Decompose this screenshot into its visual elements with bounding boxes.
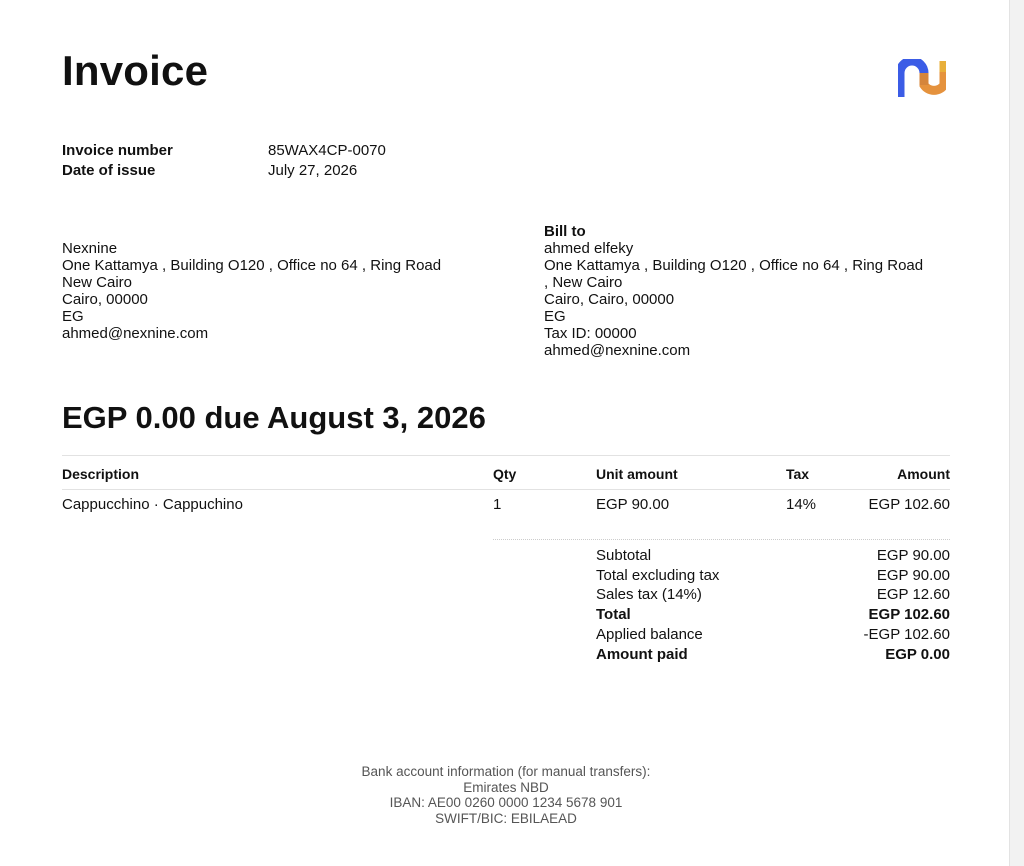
invoice-number-row	[62, 141, 386, 161]
bank-swift: SWIFT/BIC: EBILAEAD	[435, 810, 577, 826]
seller-name: Nexnine	[62, 240, 118, 257]
col-header-qty: Qty	[493, 466, 517, 482]
applied-balance-label: Applied balance	[596, 625, 703, 643]
invoice-title: Invoice	[62, 47, 209, 94]
subtotal-label: Subtotal	[596, 547, 652, 564]
amount-due-heading: EGP 0.00 due August 3, 2026	[62, 400, 486, 435]
invoice-page	[62, 0, 950, 866]
col-header-tax: Tax	[786, 466, 810, 482]
total-excl-tax-label: Total excluding tax	[596, 566, 720, 584]
total-excl-tax-row	[596, 566, 950, 586]
invoice-meta	[62, 141, 386, 181]
col-header-amount: Amount	[897, 466, 950, 482]
nexnine-logo-icon	[898, 59, 946, 99]
item-description: Cappucchino · Cappuchino	[62, 496, 243, 513]
item-tax: 14%	[786, 496, 817, 513]
amount-paid-row	[596, 645, 950, 665]
subtotal-value: EGP 90.00	[876, 547, 950, 564]
invoice-number-label: Invoice number	[62, 142, 173, 159]
amount-paid-value: EGP 0.00	[885, 645, 950, 663]
table-top-divider	[62, 455, 950, 456]
bill-to-country: EG	[544, 308, 566, 325]
col-header-unit-amount: Unit amount	[596, 466, 678, 482]
item-unit-amount: EGP 90.00	[596, 496, 670, 513]
bill-to-name: ahmed elfeky	[544, 240, 634, 257]
bill-to-tax-id: Tax ID: 00000	[544, 325, 637, 342]
total-label: Total	[596, 606, 631, 624]
item-amount: EGP 102.60	[868, 496, 950, 513]
item-qty: 1	[493, 496, 502, 513]
sales-tax-value: EGP 12.60	[876, 586, 950, 604]
header-divider	[62, 489, 950, 490]
bank-iban: IBAN: AE00 0260 0000 1234 5678 901	[389, 795, 623, 810]
total-row	[596, 605, 950, 625]
totals-divider	[493, 539, 950, 540]
invoice-number-value: 85WAX4CP-0070	[268, 142, 386, 159]
subtotal-row	[596, 546, 950, 566]
page-edge	[1009, 0, 1024, 866]
seller-address-line2: New Cairo	[62, 274, 133, 291]
bank-info-footer	[62, 764, 950, 826]
bill-to-address-line1: One Kattamya , Building O120 , Office no 64 , Ring Road , New Cairo	[544, 257, 924, 291]
applied-balance-value: -EGP 102.60	[863, 625, 950, 643]
bill-to-heading: Bill to	[544, 223, 586, 240]
bill-to-email: ahmed@nexnine.com	[544, 342, 691, 359]
col-header-description: Description	[62, 466, 140, 482]
issue-date-row	[62, 161, 386, 181]
total-excl-tax-value: EGP 90.00	[876, 566, 950, 584]
bank-name: Emirates NBD	[463, 779, 549, 795]
sales-tax-label: Sales tax (14%)	[596, 586, 702, 604]
seller-email: ahmed@nexnine.com	[62, 325, 209, 342]
bank-info-heading: Bank account information (for manual transfers):	[361, 764, 651, 779]
sales-tax-row	[596, 585, 950, 605]
seller-address-line1: One Kattamya , Building O120 , Office no 64 , Ring Road	[62, 257, 442, 274]
totals-block	[596, 546, 950, 664]
applied-balance-row	[596, 625, 950, 645]
total-value: EGP 102.60	[868, 606, 950, 624]
seller-address-line3: Cairo, 00000	[62, 291, 148, 308]
seller-address	[62, 240, 492, 342]
bill-to-address	[544, 223, 944, 359]
issue-date-label: Date of issue	[62, 162, 156, 179]
seller-country: EG	[62, 308, 84, 325]
amount-paid-label: Amount paid	[596, 645, 688, 663]
issue-date-value: July 27, 2026	[268, 162, 358, 179]
bill-to-address-line2: Cairo, Cairo, 00000	[544, 291, 675, 308]
